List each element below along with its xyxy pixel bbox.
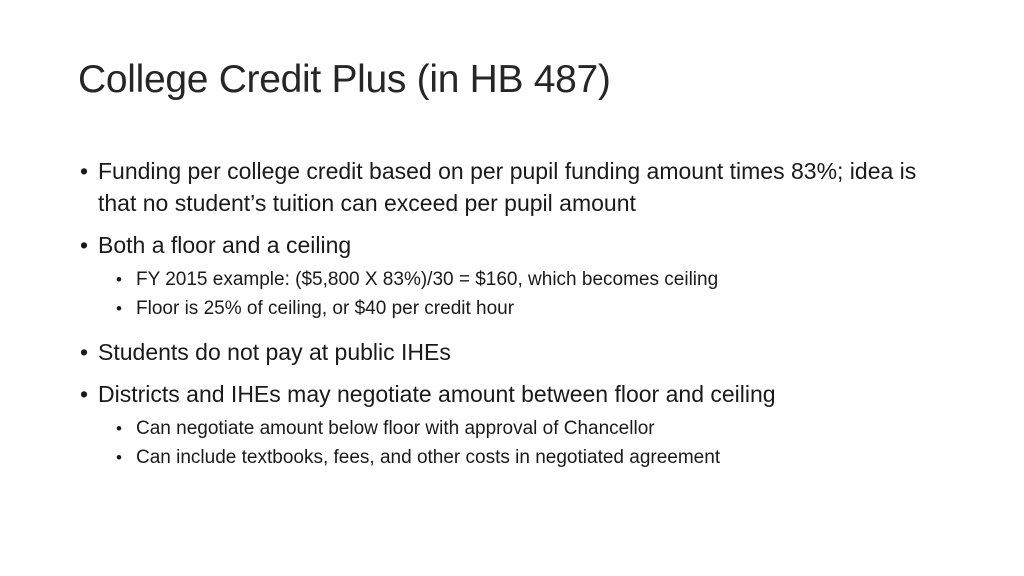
sub-bullet-icon: • (116, 270, 122, 289)
sub-bullet-text: FY 2015 example: ($5,800 X 83%)/30 = $160, which becomes ceiling (136, 269, 719, 290)
bullet-text: Students do not pay at public IHEs (98, 339, 451, 365)
sub-bullet-item (80, 445, 960, 471)
bullet-item (80, 155, 960, 219)
sub-bullet-icon: • (116, 419, 122, 438)
bullet-icon: • (80, 158, 89, 184)
sub-bullet-text: Floor is 25% of ceiling, or $40 per credit hour (136, 298, 515, 319)
bullet-text: Funding per college credit based on per pupil funding amount times 83%; idea is that no student’s tuition can exceed per pupil amount (98, 158, 917, 216)
slide-title: College Credit Plus (in HB 487) (78, 58, 611, 101)
sub-bullet-item (80, 296, 960, 322)
bullet-item (80, 378, 960, 410)
bullet-icon: • (80, 232, 89, 258)
sub-bullet-text: Can include textbooks, fees, and other costs in negotiated agreement (136, 447, 721, 468)
bullet-text: Both a floor and a ceiling (98, 232, 352, 258)
bullet-list (80, 155, 960, 485)
sub-bullet-item (80, 267, 960, 293)
sub-bullet-icon: • (116, 448, 122, 467)
bullet-item (80, 229, 960, 261)
bullet-icon: • (80, 381, 89, 407)
sub-bullet-icon: • (116, 299, 122, 318)
bullet-icon: • (80, 339, 89, 365)
bullet-item (80, 336, 960, 368)
bullet-text: Districts and IHEs may negotiate amount between floor and ceiling (98, 381, 776, 407)
sub-bullet-text: Can negotiate amount below floor with approval of Chancellor (136, 418, 655, 439)
sub-bullet-item (80, 416, 960, 442)
